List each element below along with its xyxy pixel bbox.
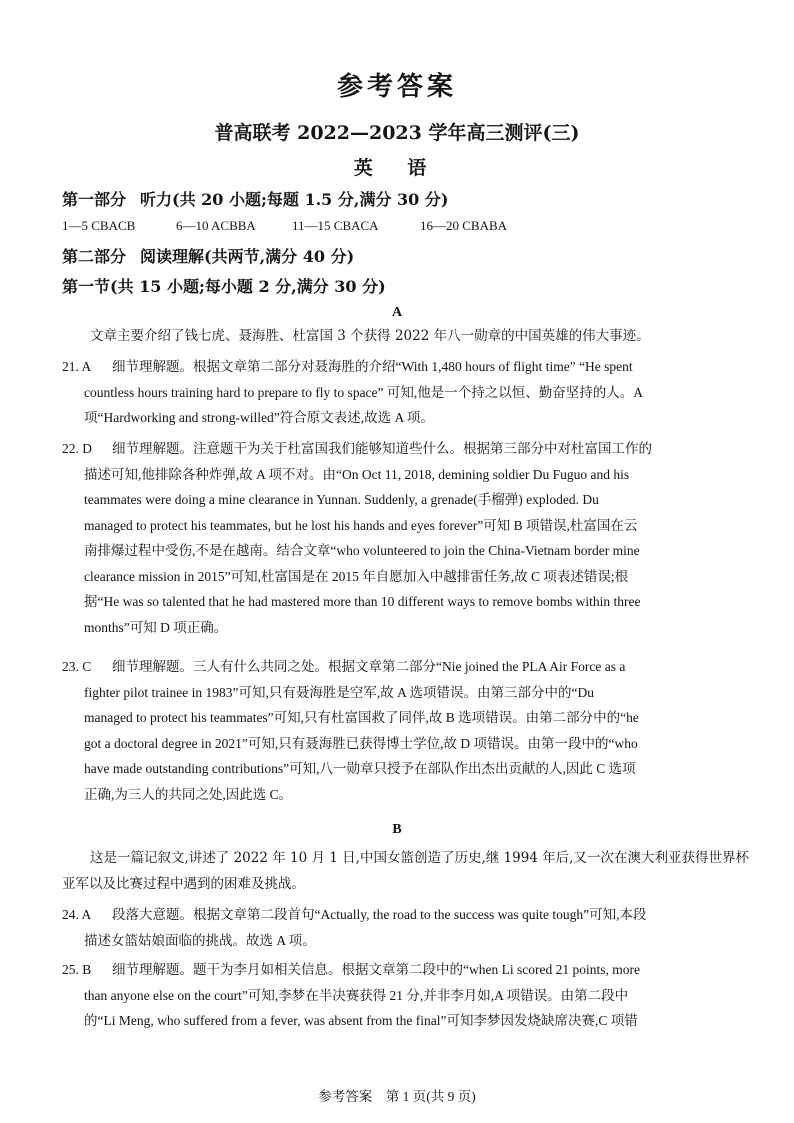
answer-line: managed to protect his teammates, but he lost his hands and eyes forever”可知 B 项错误,杜富国在云 [84,517,638,533]
passage-b-intro: 这是一篇记叙文,讲述了 2022 年 10 月 1 日,中国女篮创造了历史,继 1994 年后,又一次在澳大利亚获得世界杯亚军以及比赛过程中遇到的困难及挑战。 [62,850,749,892]
answer-number: 24. A [62,907,92,922]
answer-line: months”可知 D 项正确。 [84,619,228,635]
answer-line: 细节理解题。注意题干为关于杜富国我们能够知道些什么。根据第三部分中对杜富国工作的 [112,441,652,456]
answer-line: 细节理解题。根据文章第二部分对聂海胜的介绍“With 1,480 hours of flight time” “He spent [112,359,633,374]
part2-heading [62,244,354,267]
answer-line: 正确,为三人的共同之处,因此选 C。 [84,786,293,802]
part1-heading [62,187,448,210]
answer-line: have made outstanding contributions”可知,八一勋章只授予在部队作出杰出贡献的人,因此 C 选项 [84,761,636,776]
answer-line: countless hours training hard to prepare to fly to space” 可知,他是一个持之以恒、勤奋坚持的人。A [84,384,644,400]
answer-line: managed to protect his teammates”可知,只有杜富国救了同伴,故 B 选项错误。由第二部分中的“he [84,710,639,725]
answer-line: clearance mission in 2015”可知,杜富国是在 2015 年自愿加入中越排雷任务,故 C 项表述错误;根 [84,568,629,584]
answer-item-24 [62,902,734,953]
passage-a-intro: 文章主要介绍了钱七虎、聂海胜、杜富国 3 个获得 2022 年八一勋章的中国英雄的伟大事迹。 [90,328,650,344]
answer-line: 南排爆过程中受伤,不是在越南。结合文章“who volunteered to join the China-Vietnam border mine [84,543,640,558]
exam-subtitle: 普高联考 2022—2023 学年高三测评(三) [214,122,580,144]
part1-label: 第一部分 [62,190,127,209]
answer-line: 细节理解题。三人有什么共同之处。根据文章第二部分“Nie joined the PLA Air Force as a [112,659,626,674]
answer-item-22 [62,436,734,640]
passage-b-letter: B [392,822,402,837]
answer-key-group: 11—15 CBACA [292,218,379,233]
answer-item-25 [62,957,734,1034]
answer-line: 据“He was so talented that he had mastered more than 10 different ways to remove bombs within three [84,594,641,609]
answer-line: fighter pilot trainee in 1983”可知,只有聂海胜是空军,故 A 选项错误。由第三部分中的“Du [84,684,594,700]
answer-line: 描述女篮姑娘面临的挑战。故选 A 项。 [84,932,316,948]
answer-key-group: 1—5 CBACB [62,218,136,233]
answer-key-group: 16—20 CBABA [420,218,508,233]
listening-answer-keys [62,218,507,234]
answer-key-group: 6—10 ACBBA [176,218,256,233]
answer-number: 25. B [62,962,92,977]
answer-number: 22. D [62,441,92,456]
subject-heading: 英 语 [353,157,441,179]
answer-line: 项“Hardworking and strong-willed”符合原文表述,故选 A 项。 [84,410,434,425]
answer-line: 段落大意题。根据文章第二段首句“Actually, the road to the success was quite tough”可知,本段 [112,907,647,922]
part1-desc: 听力(共 20 小题;每题 1.5 分,满分 30 分) [140,190,449,209]
answer-number: 21. A [62,359,92,374]
answer-number: 23. C [62,659,92,674]
passage-a-letter: A [391,305,403,320]
part2-label: 第二部分 [62,247,127,266]
answer-line: 细节理解题。题干为李月如相关信息。根据文章第二段中的“when Li scored 21 points, more [112,962,640,977]
page-footer: 参考答案 第 1 页(共 9 页) [318,1089,476,1104]
page-title: 参考答案 [336,72,457,102]
answer-item-23 [62,654,734,807]
answer-item-21 [62,354,734,431]
answer-line: got a doctoral degree in 2021”可知,只有聂海胜已获得博士学位,故 D 项错误。由第一段中的“who [84,735,638,751]
answer-line: teammates were doing a mine clearance in Yunnan. Suddenly, a grenade(手榴弹) exploded. Du [84,492,599,507]
part2-desc: 阅读理解(共两节,满分 40 分) [140,247,355,266]
answer-line: than anyone else on the court”可知,李梦在半决赛获得 21 分,并非李月如,A 项错误。由第二段中 [84,987,629,1003]
section1-heading: 第一节(共 15 小题;每小题 2 分,满分 30 分) [62,277,386,296]
answer-line: 描述可知,他排除各种炸弹,故 A 项不对。由“On Oct 11, 2018, demining soldier Du Fuguo and his [84,466,630,482]
answer-line: 的“Li Meng, who suffered from a fever, was absent from the final”可知李梦因发烧缺席决赛,C 项错 [84,1013,638,1028]
